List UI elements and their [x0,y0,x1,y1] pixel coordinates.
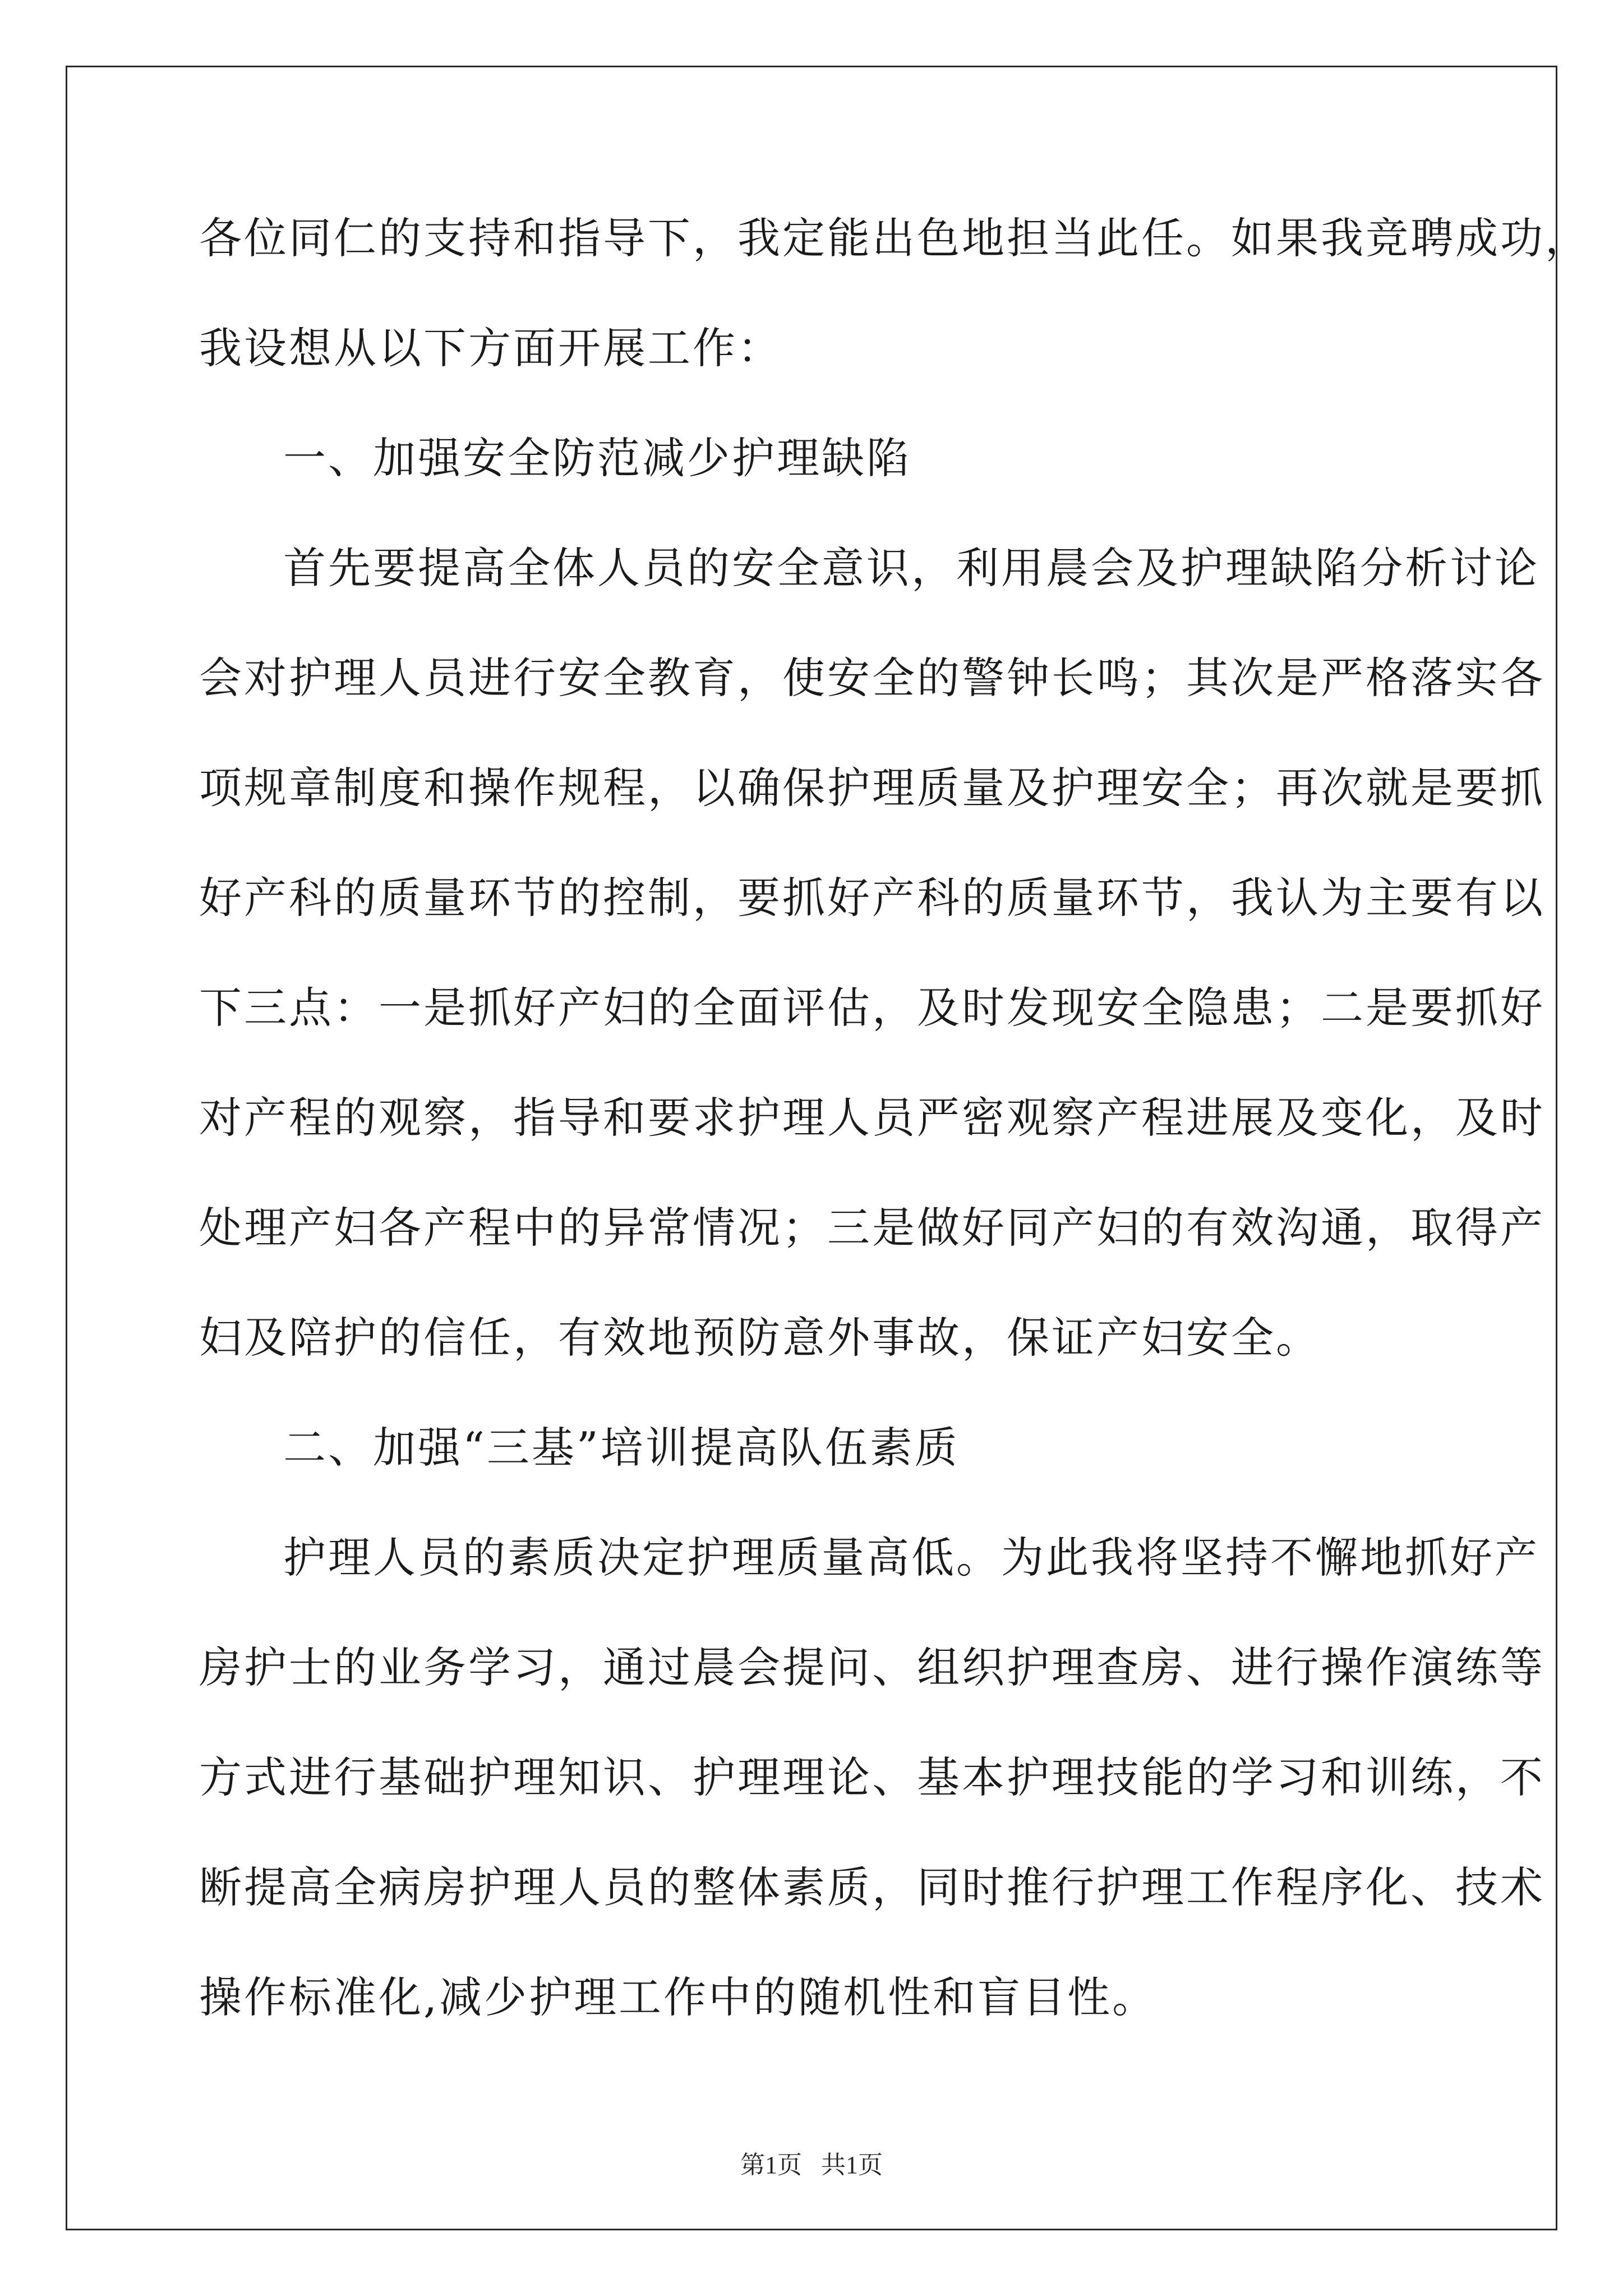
body-line: 下三点：一是抓好产妇的全面评估，及时发现安全隐患；二是要抓好 [199,983,1545,1033]
body-line: 会对护理人员进行安全教育，使安全的警钟长鸣；其次是严格落实各 [199,653,1545,703]
body-line: 护理人员的素质决定护理质量高低。为此我将坚持不懈地抓好产 [283,1533,1539,1582]
body-line: 我设想从以下方面开展工作： [199,323,782,373]
body-line: 操作标准化,减少护理工作中的随机性和盲目性。 [199,1972,1158,2022]
section-heading: 一、加强安全防范减少护理缺陷 [283,433,911,483]
page-number: 第1页 [740,2151,802,2179]
body-line: 项规章制度和操作规程，以确保护理质量及护理安全；再次就是要抓 [199,763,1545,813]
body-line: 首先要提高全体人员的安全意识，利用晨会及护理缺陷分析讨论 [283,543,1539,593]
body-line: 断提高全病房护理人员的整体素质，同时推行护理工作程序化、技术 [199,1862,1545,1912]
body-line: 对产程的观察，指导和要求护理人员严密观察产程进展及变化，及时 [199,1093,1545,1143]
body-line: 好产科的质量环节的控制，要抓好产科的质量环节，我认为主要有以 [199,873,1545,923]
body-line: 处理产妇各产程中的异常情况；三是做好同产妇的有效沟通，取得产 [199,1203,1545,1253]
page-total: 共1页 [821,2151,883,2179]
section-heading: 二、加强“三基”培训提高队伍素质 [283,1423,960,1473]
body-line: 妇及陪护的信任，有效地预防意外事故，保证产妇安全。 [199,1313,1321,1363]
body-line: 各位同仁的支持和指导下，我定能出色地担当此任。如果我竞聘成功， [199,213,1590,263]
page-footer [0,2148,1623,2182]
body-line: 方式进行基础护理知识、护理理论、基本护理技能的学习和训练，不 [199,1752,1545,1802]
body-line: 房护士的业务学习，通过晨会提问、组织护理查房、进行操作演练等 [199,1642,1545,1692]
